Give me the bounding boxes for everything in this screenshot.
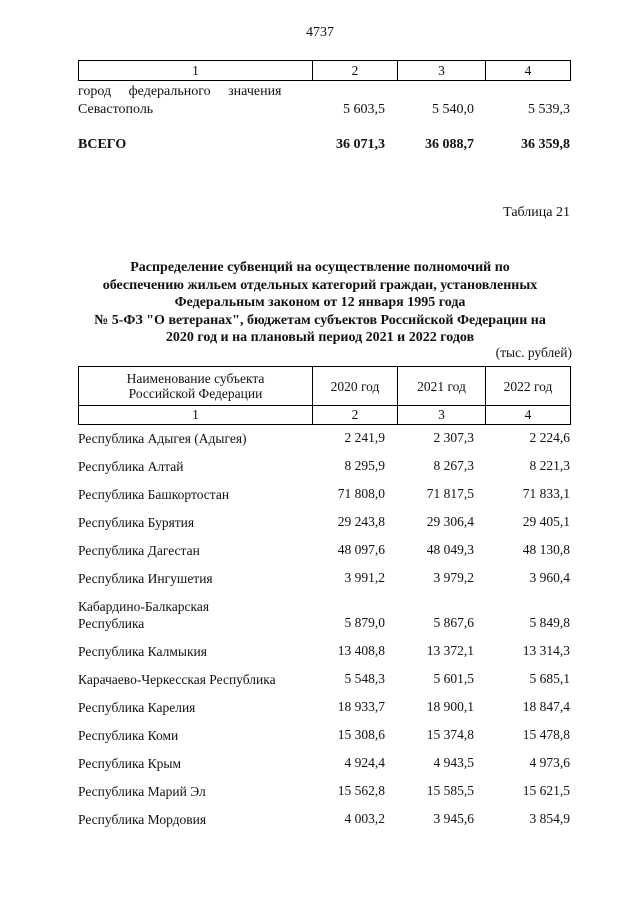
row-name: Республика Дагестан xyxy=(78,543,200,558)
header-2022: 2022 год xyxy=(486,367,571,406)
row-2022: 5 849,8 xyxy=(529,615,570,630)
row-2020: 3 991,2 xyxy=(344,570,385,585)
row-2022: 15 478,8 xyxy=(522,727,570,742)
table-label: Таблица 21 xyxy=(503,205,570,220)
row-2020: 8 295,9 xyxy=(344,458,385,473)
row-name: Кабардино-Балкарская Республика xyxy=(78,599,210,631)
row-2020: 4 003,2 xyxy=(344,811,385,826)
row-2022: 48 130,8 xyxy=(522,542,570,557)
row-name: Республика Бурятия xyxy=(78,515,195,530)
row-2021: 18 900,1 xyxy=(426,699,474,714)
title-line: Федеральным законом от 12 января 1995 года xyxy=(174,295,466,310)
top-table-column-numbers xyxy=(78,60,571,81)
row-2021: 4 943,5 xyxy=(433,755,474,770)
units-label: (тыс. рублей) xyxy=(495,345,572,360)
row-2020: 15 562,8 xyxy=(337,783,385,798)
row-name: Республика Марий Эл xyxy=(78,784,206,799)
header-name-line2: Российской Федерации xyxy=(128,386,263,401)
row-2021: 15 585,5 xyxy=(426,783,474,798)
row-2020: 15 308,6 xyxy=(337,727,385,742)
row-2022: 5 685,1 xyxy=(529,671,570,686)
row-2022: 2 224,6 xyxy=(529,430,570,445)
row-2020: 71 808,0 xyxy=(337,486,385,501)
row-2021: 13 372,1 xyxy=(426,643,474,658)
row-2020: 13 408,8 xyxy=(337,643,385,658)
row-2020: 4 924,4 xyxy=(344,755,385,770)
row-2020: 5 879,0 xyxy=(344,615,385,630)
row-name: Республика Крым xyxy=(78,756,182,771)
row-name: Республика Карелия xyxy=(78,700,196,715)
row-name: Республика Коми xyxy=(78,728,179,743)
value-2022: 5 539,3 xyxy=(528,102,570,117)
table-header xyxy=(78,366,571,425)
title-line: обеспечению жильем отдельных категорий граждан, установленных xyxy=(102,277,538,293)
row-2021: 5 601,5 xyxy=(433,671,474,686)
row-2020: 2 241,9 xyxy=(344,430,385,445)
row-2021: 3 945,6 xyxy=(433,811,474,826)
row-2022: 71 833,1 xyxy=(522,486,570,501)
row-2022: 8 221,3 xyxy=(529,458,570,473)
row-name: Республика Мордовия xyxy=(78,812,207,827)
col-number-1: 1 xyxy=(79,61,313,81)
header-2020: 2020 год xyxy=(313,367,398,406)
table-title xyxy=(70,259,570,347)
row-2020: 5 548,3 xyxy=(344,671,385,686)
header-name-line1: Наименование субъекта xyxy=(126,371,265,386)
page-number: 4737 xyxy=(306,25,334,40)
header-number-1: 1 xyxy=(79,406,313,425)
continued-row-name-line1: город федерального значения xyxy=(78,84,282,99)
row-2021: 15 374,8 xyxy=(426,727,474,742)
header-number-2: 2 xyxy=(313,406,398,425)
col-number-4: 4 xyxy=(486,61,571,81)
row-2022: 18 847,4 xyxy=(522,699,570,714)
row-2022: 13 314,3 xyxy=(522,643,570,658)
row-name: Карачаево-Черкесская Республика xyxy=(78,672,276,687)
title-line: № 5-ФЗ "О ветеранах", бюджетам субъектов Российской Федерации на xyxy=(94,312,546,328)
row-2020: 18 933,7 xyxy=(337,699,385,714)
col-number-2: 2 xyxy=(313,61,398,81)
row-2021: 29 306,4 xyxy=(426,514,474,529)
header-2021: 2021 год xyxy=(398,367,486,406)
row-2021: 48 049,3 xyxy=(426,542,474,557)
row-name: Республика Алтай xyxy=(78,459,184,474)
title-line: Распределение субвенций на осуществление полномочий по xyxy=(130,260,510,275)
row-2022: 29 405,1 xyxy=(522,514,570,529)
row-2021: 71 817,5 xyxy=(426,486,474,501)
row-name: Республика Башкортостан xyxy=(78,487,230,502)
row-2022: 15 621,5 xyxy=(522,783,570,798)
value-2020: 5 603,5 xyxy=(343,102,385,117)
total-label: ВСЕГО xyxy=(78,137,127,152)
value-2021: 5 540,0 xyxy=(432,102,474,117)
row-name: Республика Ингушетия xyxy=(78,571,213,586)
row-2022: 3 960,4 xyxy=(529,570,570,585)
row-2021: 3 979,2 xyxy=(433,570,474,585)
row-2020: 48 097,6 xyxy=(337,542,385,557)
row-2020: 29 243,8 xyxy=(337,514,385,529)
title-line: 2020 год и на плановый период 2021 и 2022 годов xyxy=(165,330,475,345)
row-2022: 3 854,9 xyxy=(529,811,570,826)
header-name xyxy=(79,367,313,406)
col-number-3: 3 xyxy=(398,61,486,81)
total-2021: 36 088,7 xyxy=(425,137,474,152)
continued-row-name-line2: Севастополь xyxy=(78,102,154,117)
header-number-3: 3 xyxy=(398,406,486,425)
header-number-4: 4 xyxy=(486,406,571,425)
row-2022: 4 973,6 xyxy=(529,755,570,770)
row-name: Республика Калмыкия xyxy=(78,644,207,659)
row-2021: 2 307,3 xyxy=(433,430,474,445)
total-2020: 36 071,3 xyxy=(336,137,385,152)
total-2022: 36 359,8 xyxy=(521,137,570,152)
row-name: Республика Адыгея (Адыгея) xyxy=(78,431,247,446)
row-2021: 8 267,3 xyxy=(433,458,474,473)
row-2021: 5 867,6 xyxy=(433,615,474,630)
